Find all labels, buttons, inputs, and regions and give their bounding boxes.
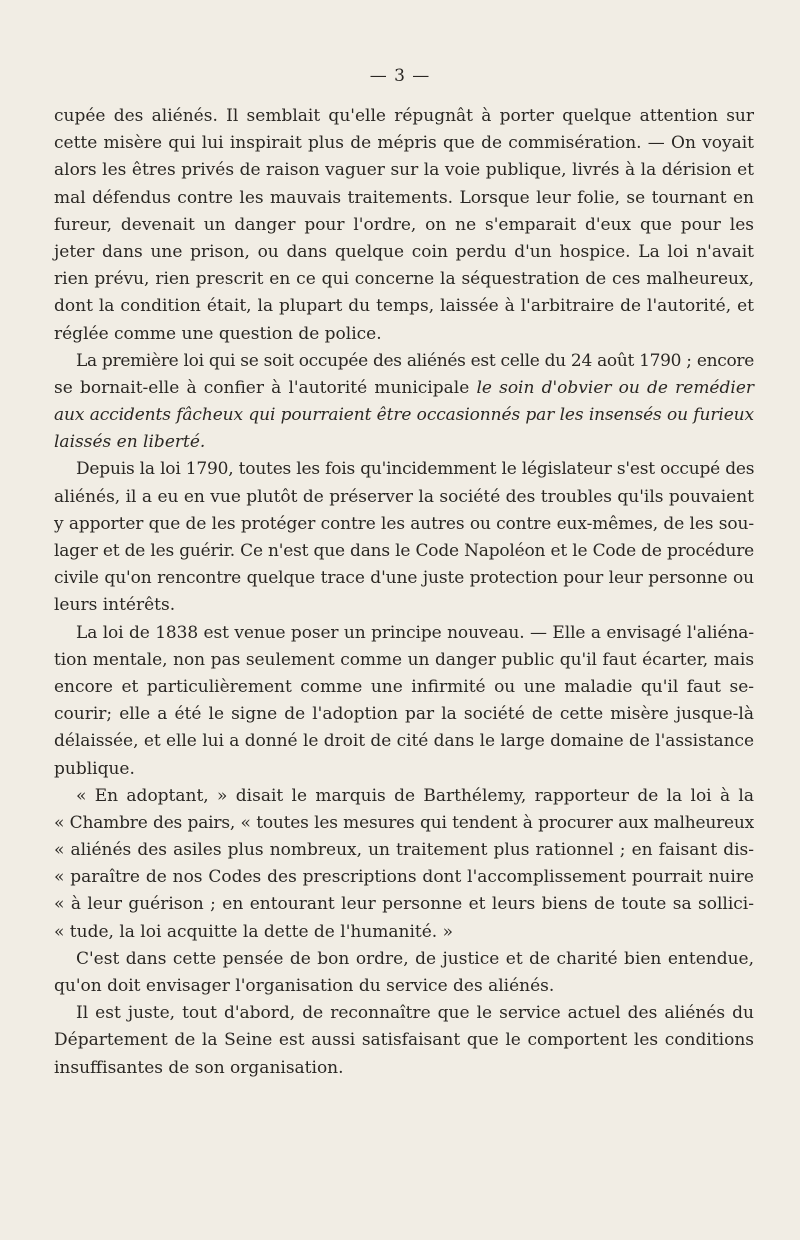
text-line: leurs intérêts. xyxy=(54,595,176,616)
text-line: Département de la Seine est aussi satisfaisant que le comportent les conditions xyxy=(54,1030,754,1051)
text-line: encore et particulièrement comme une infirmité ou une maladie qu'il faut se- xyxy=(54,676,754,697)
text-line: civile qu'on rencontre quelque trace d'une juste protection pour leur personne ou xyxy=(54,568,754,589)
text-line: fureur, devenait un danger pour l'ordre, on ne s'emparait d'eux que pour les xyxy=(54,214,754,235)
text-line: « Chambre des pairs, « toutes les mesures qui tendent à procurer aux malheureux xyxy=(54,812,754,833)
text-line: « En adoptant, » disait le marquis de Barthélemy, rapporteur de la loi à la xyxy=(76,785,754,806)
text-line-normal-part: se bornait-elle à confier à l'autorité municipale xyxy=(54,377,470,398)
text-line: cupée des aliénés. Il semblait qu'elle répugnât à porter quelque attention sur xyxy=(54,106,754,126)
text-line: « à leur guérison ; en entourant leur personne et leurs biens de toute sa sollici- xyxy=(54,894,754,915)
text-line: « paraître de nos Codes des prescriptions dont l'accomplissement pourrait nuire xyxy=(54,867,754,888)
text-line xyxy=(54,429,754,456)
paragraph xyxy=(54,348,754,457)
quotation-paragraph xyxy=(54,783,754,946)
text-line: Il est juste, tout d'abord, de reconnaître que le service actuel des aliénés du xyxy=(76,1003,754,1024)
text-line: insuffisantes de son organisation. xyxy=(54,1057,344,1078)
text-line: alors les êtres privés de raison vaguer sur la voie publique, livrés à la dérision et xyxy=(54,160,754,181)
page-number: — 3 — xyxy=(369,66,431,86)
paragraph xyxy=(54,620,754,783)
italic-text: laissés en liberté. xyxy=(54,432,206,453)
text-line: y apporter que de les protéger contre les autres ou contre eux-mêmes, de les sou- xyxy=(54,513,754,534)
text-line: Depuis la loi 1790, toutes les fois qu'incidemment le législateur s'est occupé des xyxy=(76,459,755,480)
paragraph xyxy=(54,1000,754,1082)
document-body xyxy=(54,103,754,1082)
text-line: publique. xyxy=(54,758,135,779)
text-line: cette misère qui lui inspirait plus de mépris que de commisération. — On voyait xyxy=(54,133,754,154)
text-line: C'est dans cette pensée de bon ordre, de justice et de charité bien entendue, xyxy=(76,948,754,969)
text-line xyxy=(54,375,754,402)
text-line xyxy=(54,402,754,429)
text-line: délaissée, et elle lui a donné le droit de cité dans le large domaine de l'assistance xyxy=(54,731,754,752)
text-line: lager et de les guérir. Ce n'est que dans le Code Napoléon et le Code de procédure xyxy=(54,541,754,561)
text-line: « aliénés des asiles plus nombreux, un traitement plus rationnel ; en faisant dis- xyxy=(54,840,754,861)
text-line: qu'on doit envisager l'organisation du service des aliénés. xyxy=(54,976,555,996)
italic-text: aux accidents fâcheux qui pourraient être occasionnés par les insensés ou furieux xyxy=(54,405,754,426)
text-line: rien prévu, rien prescrit en ce qui concerne la séquestration de ces malheureux, xyxy=(54,269,754,290)
paragraph xyxy=(54,456,754,619)
text-line-italic-part: le soin d'obvier ou de remédier xyxy=(476,377,755,398)
text-line: jeter dans une prison, ou dans quelque coin perdu d'un hospice. La loi n'avait xyxy=(54,241,754,262)
text-line: dont la condition était, la plupart du temps, laissée à l'arbitraire de l'autorité, et xyxy=(54,296,754,317)
text-line: La loi de 1838 est venue poser un principe nouveau. — Elle a envisagé l'aliéna- xyxy=(76,622,754,643)
text-line: « tude, la loi acquitte la dette de l'humanité. » xyxy=(54,921,454,942)
paragraph xyxy=(54,103,754,348)
text-line: tion mentale, non pas seulement comme un danger public qu'il faut écarter, mais xyxy=(54,649,754,670)
text-line: courir; elle a été le signe de l'adoption par la société de cette misère jusque-là xyxy=(54,704,754,725)
text-line: aliénés, il a eu en vue plutôt de préserver la société des troubles qu'ils pouvaient xyxy=(54,486,754,507)
text-line: La première loi qui se soit occupée des aliénés est celle du 24 août 1790 ; encore xyxy=(76,350,754,371)
text-line: réglée comme une question de police. xyxy=(54,323,382,344)
paragraph xyxy=(54,946,754,1000)
text-line: mal défendus contre les mauvais traitements. Lorsque leur folie, se tournant en xyxy=(54,187,754,208)
